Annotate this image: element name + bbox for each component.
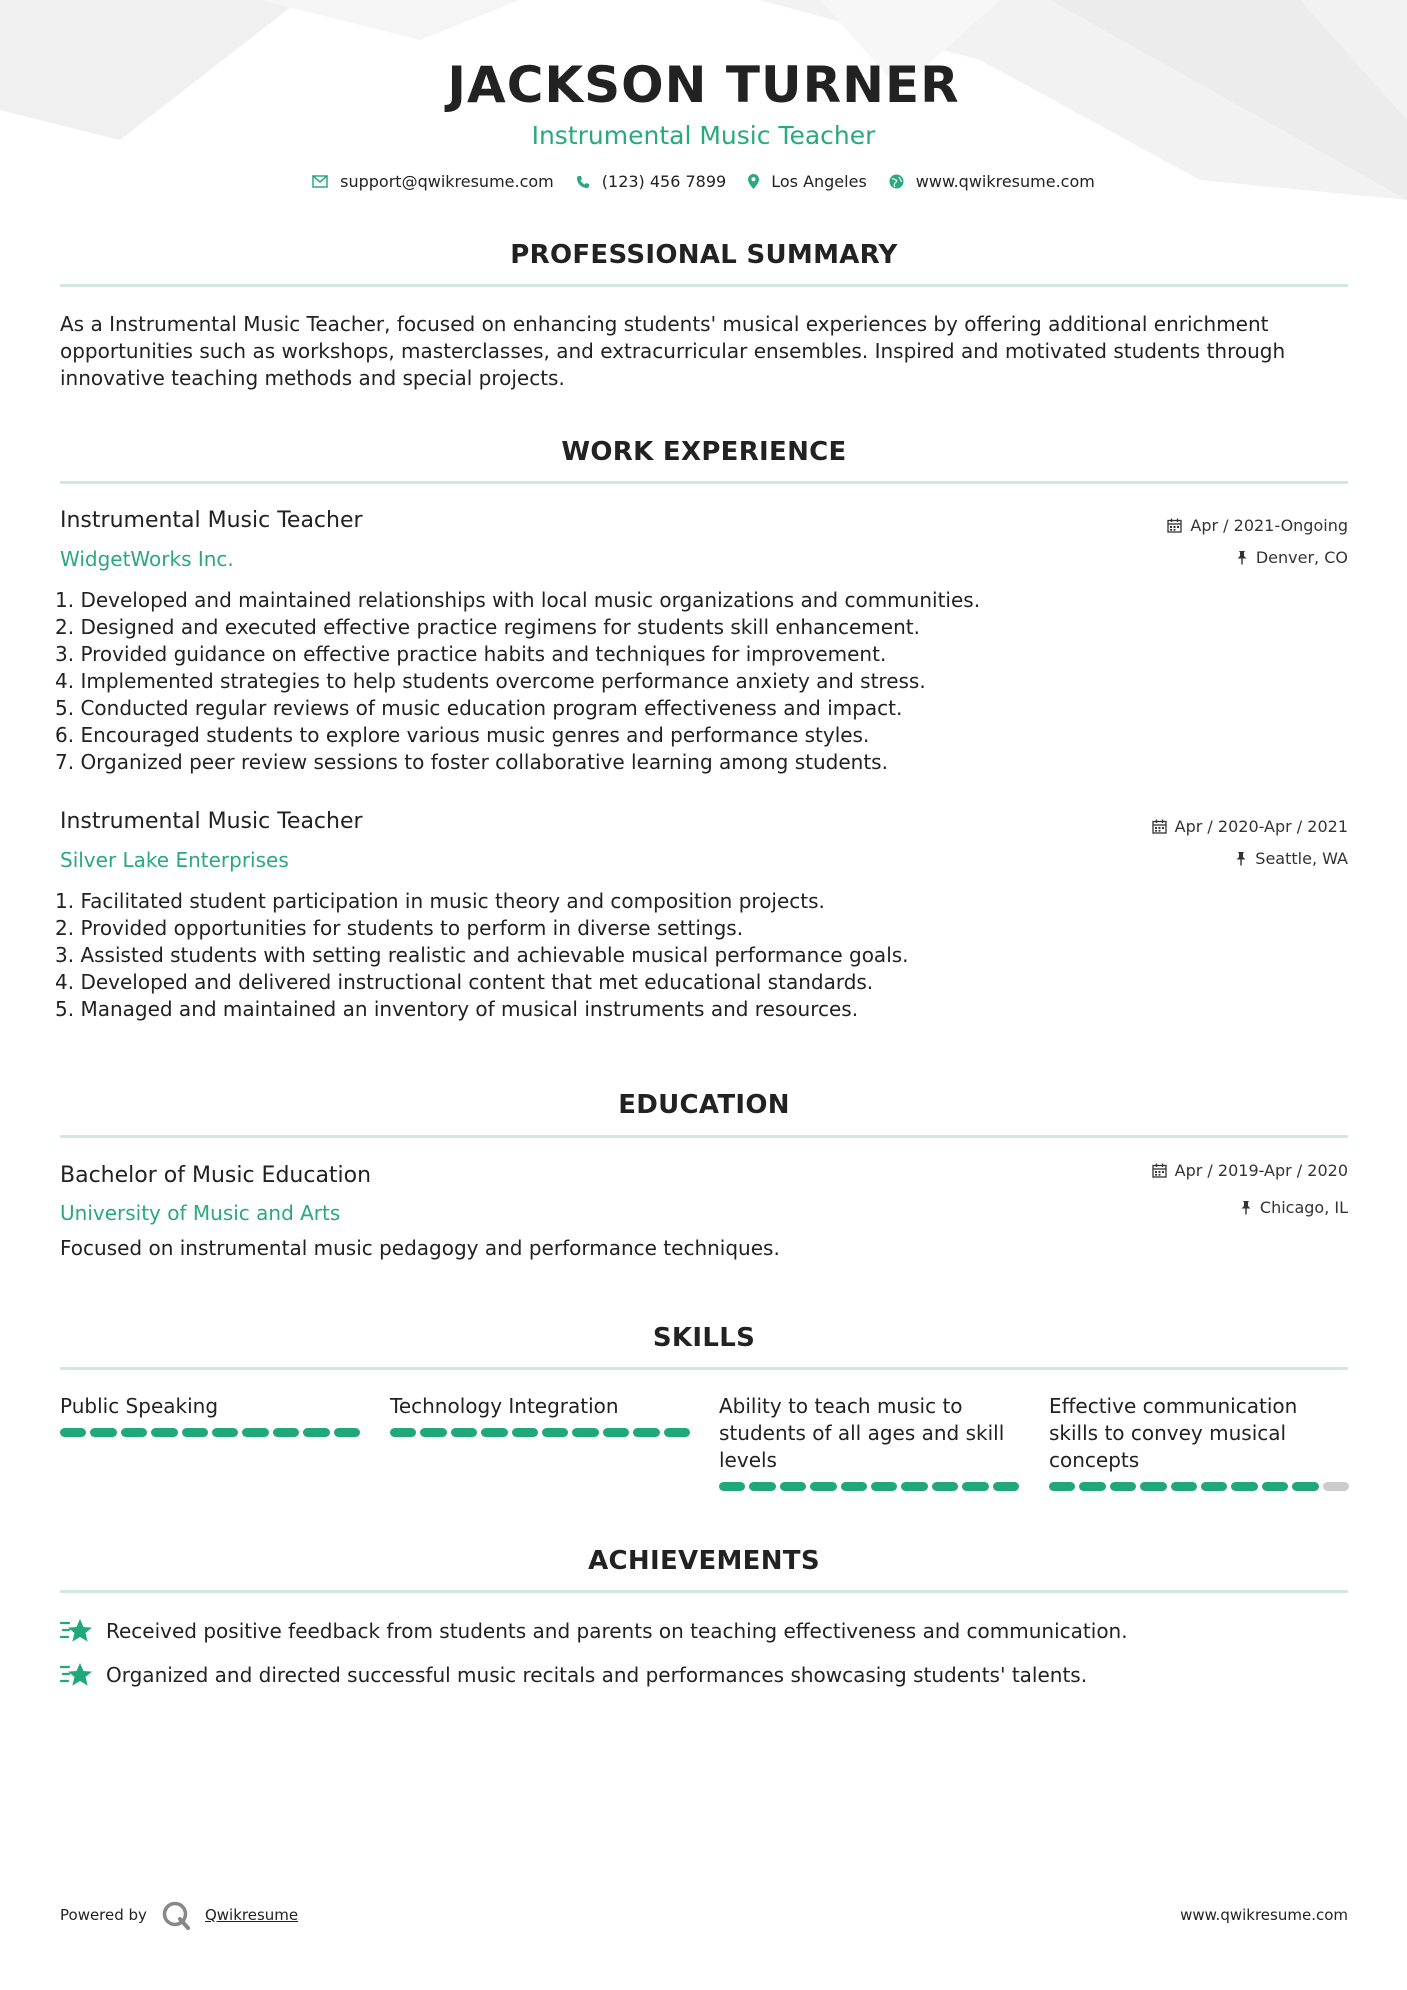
candidate-role: Instrumental Music Teacher <box>531 121 876 150</box>
qwikresume-logo-icon <box>161 1900 191 1930</box>
summary-divider <box>60 284 1348 287</box>
skill-level-segment-filled <box>1262 1482 1288 1491</box>
list-item: 6. Encouraged students to explore various music genres and performance styles. <box>55 723 870 747</box>
skill-level-segment-filled <box>212 1428 238 1437</box>
candidate-name: JACKSON TURNER <box>447 56 960 114</box>
skill-item <box>60 1393 360 1437</box>
skill-level-segment-filled <box>1110 1482 1136 1491</box>
education-dates-text: Apr / 2019-Apr / 2020 <box>1174 1161 1348 1180</box>
skill-level-segment-filled <box>90 1428 116 1437</box>
qwikresume-link[interactable]: Qwikresume <box>204 1906 299 1924</box>
skill-level-segment-filled <box>841 1482 867 1491</box>
skill-level-segment-filled <box>1292 1482 1318 1491</box>
achievement-item <box>60 1661 1087 1689</box>
skill-level-segment-filled <box>932 1482 958 1491</box>
summary-heading: PROFESSIONAL SUMMARY <box>510 240 898 270</box>
skill-level-segment-filled <box>993 1482 1019 1491</box>
website-text: www.qwikresume.com <box>915 172 1095 191</box>
skill-level-segment-filled <box>303 1428 329 1437</box>
list-item: 1. Developed and maintained relationships with local music organizations and communities. <box>55 588 981 612</box>
skill-name: Public Speaking <box>60 1394 219 1418</box>
skill-level-segment-filled <box>633 1428 659 1437</box>
skill-level-segment-filled <box>1201 1482 1227 1491</box>
education-location-text: Chicago, IL <box>1259 1198 1348 1217</box>
skill-item <box>1049 1393 1349 1491</box>
education-location <box>1240 1198 1348 1217</box>
skill-level-segment-filled <box>719 1482 745 1491</box>
calendar-icon <box>1152 1163 1167 1178</box>
skill-level-segment-filled <box>151 1428 177 1437</box>
job-dates-text: Apr / 2020-Apr / 2021 <box>1174 817 1348 836</box>
job-company: WidgetWorks Inc. <box>60 547 234 571</box>
job-responsibilities <box>55 587 980 776</box>
list-item: 3. Assisted students with setting realistic and achievable musical performance goals. <box>55 943 909 967</box>
list-item: 2. Provided opportunities for students to perform in diverse settings. <box>55 916 744 940</box>
degree-title: Bachelor of Music Education <box>60 1163 372 1188</box>
contact-bar <box>0 172 1407 191</box>
education-divider <box>60 1135 1348 1138</box>
skill-level-segment-filled <box>810 1482 836 1491</box>
skill-level-segment-empty <box>1323 1482 1349 1491</box>
skill-level-segment-filled <box>512 1428 538 1437</box>
skill-level-segment-filled <box>664 1428 690 1437</box>
skills-divider <box>60 1367 1348 1370</box>
skill-level-segment-filled <box>603 1428 629 1437</box>
job-location <box>1235 849 1348 868</box>
skill-level-segment-filled <box>481 1428 507 1437</box>
list-item: 5. Managed and maintained an inventory of musical instruments and resources. <box>55 997 859 1021</box>
skill-level-segment-filled <box>1049 1482 1075 1491</box>
skill-level-segment-filled <box>242 1428 268 1437</box>
skill-level-segment-filled <box>572 1428 598 1437</box>
education-description: Focused on instrumental music pedagogy and performance techniques. <box>60 1236 780 1260</box>
job-dates <box>1167 516 1348 535</box>
skill-level-segment-filled <box>334 1428 360 1437</box>
skill-level-segment-filled <box>1140 1482 1166 1491</box>
summary-text: As a Instrumental Music Teacher, focused on enhancing students' musical experiences by offering additional enrichment opportunities such as workshops, masterclasses, and extracurricular ensembles. Inspired and motivated students through innovative teaching methods and special projects. <box>60 312 1286 390</box>
skill-level-segment-filled <box>542 1428 568 1437</box>
skill-level-segment-filled <box>420 1428 446 1437</box>
list-item: 1. Facilitated student participation in music theory and composition projects. <box>55 889 825 913</box>
email-text: support@qwikresume.com <box>340 172 554 191</box>
globe-icon <box>889 174 904 189</box>
experience-divider <box>60 481 1348 484</box>
job-company: Silver Lake Enterprises <box>60 848 289 872</box>
calendar-icon <box>1152 819 1167 834</box>
education-dates <box>1152 1161 1348 1180</box>
skill-level-segment-filled <box>871 1482 897 1491</box>
job-location <box>1236 548 1348 567</box>
pushpin-icon <box>1235 851 1247 866</box>
achievement-text: Organized and directed successful music recitals and performances showcasing students' talents. <box>106 1663 1088 1687</box>
location-text: Los Angeles <box>771 172 867 191</box>
education-heading: EDUCATION <box>618 1090 790 1120</box>
envelope-icon <box>312 175 328 188</box>
skill-name: Technology Integration <box>390 1394 619 1418</box>
contact-email[interactable] <box>312 172 554 191</box>
achievements-heading: ACHIEVEMENTS <box>588 1546 820 1576</box>
powered-by-label: Powered by <box>60 1906 147 1924</box>
skill-level-segment-filled <box>1171 1482 1197 1491</box>
list-item: 4. Implemented strategies to help students overcome performance anxiety and stress. <box>55 669 926 693</box>
job-dates <box>1152 817 1348 836</box>
skill-level-segment-filled <box>780 1482 806 1491</box>
job-dates-text: Apr / 2021-Ongoing <box>1190 516 1348 535</box>
list-item: 5. Conducted regular reviews of music education program effectiveness and impact. <box>55 696 903 720</box>
list-item: 7. Organized peer review sessions to foster collaborative learning among students. <box>55 750 888 774</box>
job-responsibilities <box>55 888 909 1023</box>
skill-name: Effective communication skills to convey musical concepts <box>1049 1394 1298 1472</box>
skill-level-bar <box>390 1428 690 1437</box>
skill-level-segment-filled <box>182 1428 208 1437</box>
skill-level-segment-filled <box>390 1428 416 1437</box>
skill-level-bar <box>60 1428 360 1437</box>
contact-location <box>748 172 867 191</box>
contact-phone[interactable] <box>576 172 726 191</box>
contact-website[interactable] <box>889 172 1095 191</box>
job-title: Instrumental Music Teacher <box>60 508 363 533</box>
skill-level-segment-filled <box>1079 1482 1105 1491</box>
job-title: Instrumental Music Teacher <box>60 809 363 834</box>
list-item: 4. Developed and delivered instructional content that met educational standards. <box>55 970 874 994</box>
experience-heading: WORK EXPERIENCE <box>561 437 847 467</box>
pushpin-icon <box>1236 550 1248 565</box>
star-icon <box>60 1617 94 1645</box>
skill-level-segment-filled <box>749 1482 775 1491</box>
job-location-text: Seattle, WA <box>1255 849 1348 868</box>
achievement-item <box>60 1617 1128 1645</box>
map-pin-icon <box>748 174 759 189</box>
footer-powered-by <box>60 1900 298 1930</box>
skill-level-bar <box>719 1482 1019 1491</box>
skill-item <box>390 1393 690 1437</box>
skill-level-segment-filled <box>121 1428 147 1437</box>
achievements-divider <box>60 1590 1348 1593</box>
phone-icon <box>576 175 590 189</box>
list-item: 2. Designed and executed effective practice regimens for students skill enhancement. <box>55 615 920 639</box>
skill-level-segment-filled <box>962 1482 988 1491</box>
skill-level-bar <box>1049 1482 1349 1491</box>
skill-level-segment-filled <box>901 1482 927 1491</box>
skill-item <box>719 1393 1019 1491</box>
phone-text: (123) 456 7899 <box>601 172 727 191</box>
pushpin-icon <box>1240 1200 1252 1215</box>
star-icon <box>60 1661 94 1689</box>
skill-name: Ability to teach music to students of all ages and skill levels <box>719 1394 1005 1472</box>
skill-level-segment-filled <box>273 1428 299 1437</box>
job-location-text: Denver, CO <box>1255 548 1348 567</box>
skills-heading: SKILLS <box>652 1323 756 1353</box>
achievement-text: Received positive feedback from students and parents on teaching effectiveness and communication. <box>106 1619 1128 1643</box>
footer-website[interactable]: www.qwikresume.com <box>1180 1906 1348 1924</box>
skill-level-segment-filled <box>451 1428 477 1437</box>
school-name: University of Music and Arts <box>60 1201 341 1225</box>
skill-level-segment-filled <box>60 1428 86 1437</box>
skill-level-segment-filled <box>1231 1482 1257 1491</box>
list-item: 3. Provided guidance on effective practice habits and techniques for improvement. <box>55 642 887 666</box>
calendar-icon <box>1167 518 1182 533</box>
